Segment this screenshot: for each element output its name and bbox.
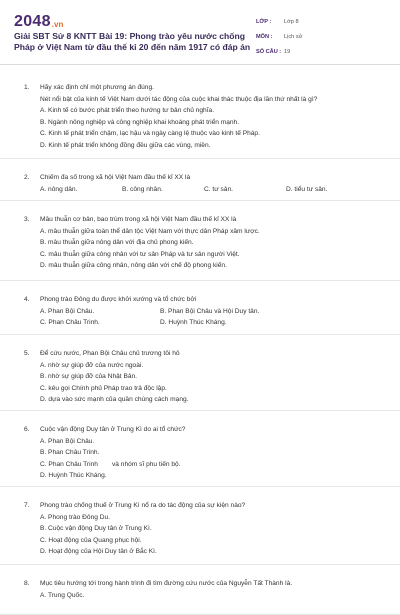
question-block <box>0 290 400 335</box>
logo-main-text: 2048 <box>14 13 51 30</box>
question-number: 8. <box>24 580 30 587</box>
question-text: Chiếm đa số trong xã hội Việt Nam đầu thế kỉ XX là <box>40 174 191 181</box>
document-header <box>0 0 400 65</box>
answer-option: A. mâu thuẫn giữa toàn thể dân tộc Việt Nam với thực dân Pháp xâm lược. <box>40 227 260 235</box>
answer-option: D. Hoạt động của Hội Duy tân ở Bắc Kì. <box>40 548 157 556</box>
answer-option: A. nông dân. <box>40 185 78 193</box>
answer-option: C. Kinh tế phát triển chậm, lạc hậu và ngày càng lệ thuộc vào kinh tế Pháp. <box>40 130 260 138</box>
question-block <box>0 210 400 281</box>
question-block <box>0 344 400 411</box>
meta-label: SỐ CÂU : <box>256 48 282 55</box>
question-text: Hãy xác định chỉ một phương án đúng. <box>40 84 154 91</box>
answer-option: D. mâu thuẫn giữa công nhân, nông dân với chế độ phong kiến. <box>40 262 227 270</box>
answer-option: A. Kinh tế có bước phát triển theo hướng tư bản chủ nghĩa. <box>40 107 215 115</box>
answer-option: B. mâu thuẫn giữa nông dân với địa chủ phong kiến. <box>40 239 194 247</box>
answer-option: C. kêu gọi Chính phủ Pháp trao trả độc lập. <box>40 384 167 392</box>
document-title: Giải SBT Sử 8 KNTT Bài 19: Phong trào yêu nước chống Pháp ở Việt Nam từ đầu thế kỉ 20 đến năm 1917 có đáp án <box>14 31 251 52</box>
answer-option: B. Ngành nông nghiệp và công nghiệp khai khoáng phát triển mạnh. <box>40 118 240 126</box>
question-block <box>0 78 400 159</box>
question-block <box>0 420 400 487</box>
meta-label: LỚP : <box>256 18 272 25</box>
question-text: Cuộc vận động Duy tân ở Trung Kì do ai tổ chức? <box>40 426 186 433</box>
question-number: 4. <box>24 296 30 303</box>
question-number: 5. <box>24 350 30 357</box>
answer-option: A. Phong trào Đông Du. <box>40 513 111 521</box>
answer-option: A. Trung Quốc. <box>40 591 85 599</box>
question-block <box>0 496 400 565</box>
answer-option: C. mâu thuẫn giữa công nhân với tư sản Pháp và tư sản người Việt. <box>40 250 240 258</box>
answer-option: D. Huỳnh Thúc Kháng. <box>160 319 227 327</box>
question-block <box>0 574 400 615</box>
answer-option: D. Huỳnh Thúc Kháng. <box>40 472 107 480</box>
answer-option: A. nhờ sự giúp đỡ của nước ngoài. <box>40 361 144 369</box>
question-text: Phong trào chống thuế ở Trung Kì nổ ra do tác động của sự kiện nào? <box>40 502 246 509</box>
meta-value: Lịch sử <box>284 33 303 40</box>
question-text: Để cứu nước, Phan Bội Châu chủ trương tôi hô <box>40 350 180 357</box>
meta-value: 19 <box>284 48 291 55</box>
answer-option: D. tiểu tư sản. <box>286 185 328 193</box>
question-number: 1. <box>24 84 30 91</box>
answer-option: D. dựa vào sức mạnh của quần chúng cách mạng. <box>40 396 189 404</box>
question-number: 3. <box>24 216 30 223</box>
question-text: Mục tiêu hướng tới trong hành trình đi tìm đường cứu nước của Nguyễn Tất Thành là. <box>40 580 293 587</box>
answer-option: D. Kinh tế phát triển không đồng đều giữa các vùng, miền. <box>40 142 211 149</box>
logo-domain-text: .vn <box>51 20 64 29</box>
site-logo[interactable] <box>14 10 63 30</box>
question-text: Nét nổi bật của kinh tế Việt Nam dưới tác động của cuộc khai thác thuộc địa lần thứ nhất là gì? <box>40 95 318 103</box>
answer-option: C. Hoạt động của Quang phục hội. <box>40 536 142 544</box>
answer-option: A. Phan Bội Châu. <box>40 307 95 315</box>
answer-option: B. công nhân. <box>122 185 163 193</box>
answer-option: A. Phan Bội Châu. <box>40 437 95 445</box>
question-number: 7. <box>24 502 30 509</box>
answer-option: C. Phan Châu Trinh. <box>40 319 100 327</box>
question-number: 6. <box>24 426 30 433</box>
answer-option: C. tư sản. <box>204 185 233 193</box>
question-text: Mâu thuẫn cơ bản, bao trùm trong xã hội Việt Nam đầu thế kỉ XX là <box>40 216 237 223</box>
answer-option: B. nhờ sự giúp đỡ của Nhật Bản. <box>40 373 138 381</box>
meta-row-question-count <box>256 44 386 59</box>
meta-value: Lớp 8 <box>284 18 299 25</box>
document-meta <box>256 14 386 59</box>
answer-option: và nhóm sĩ phu tiến bộ. <box>112 460 181 468</box>
answer-option: B. Phan Bội Châu và Hội Duy tân. <box>160 307 260 315</box>
question-block <box>0 168 400 201</box>
answer-option: B. Cuộc vận động Duy tân ở Trung Kì. <box>40 525 152 533</box>
question-number: 2. <box>24 174 30 181</box>
meta-label: MÔN : <box>256 33 273 40</box>
answer-option: B. Phan Châu Trinh. <box>40 449 100 457</box>
meta-row-subject <box>256 29 386 44</box>
meta-row-grade <box>256 14 386 29</box>
answer-option: C. Phan Châu Trinh <box>40 460 98 468</box>
question-text: Phong trào Đông du được khởi xướng và tổ chức bởi <box>40 296 197 303</box>
